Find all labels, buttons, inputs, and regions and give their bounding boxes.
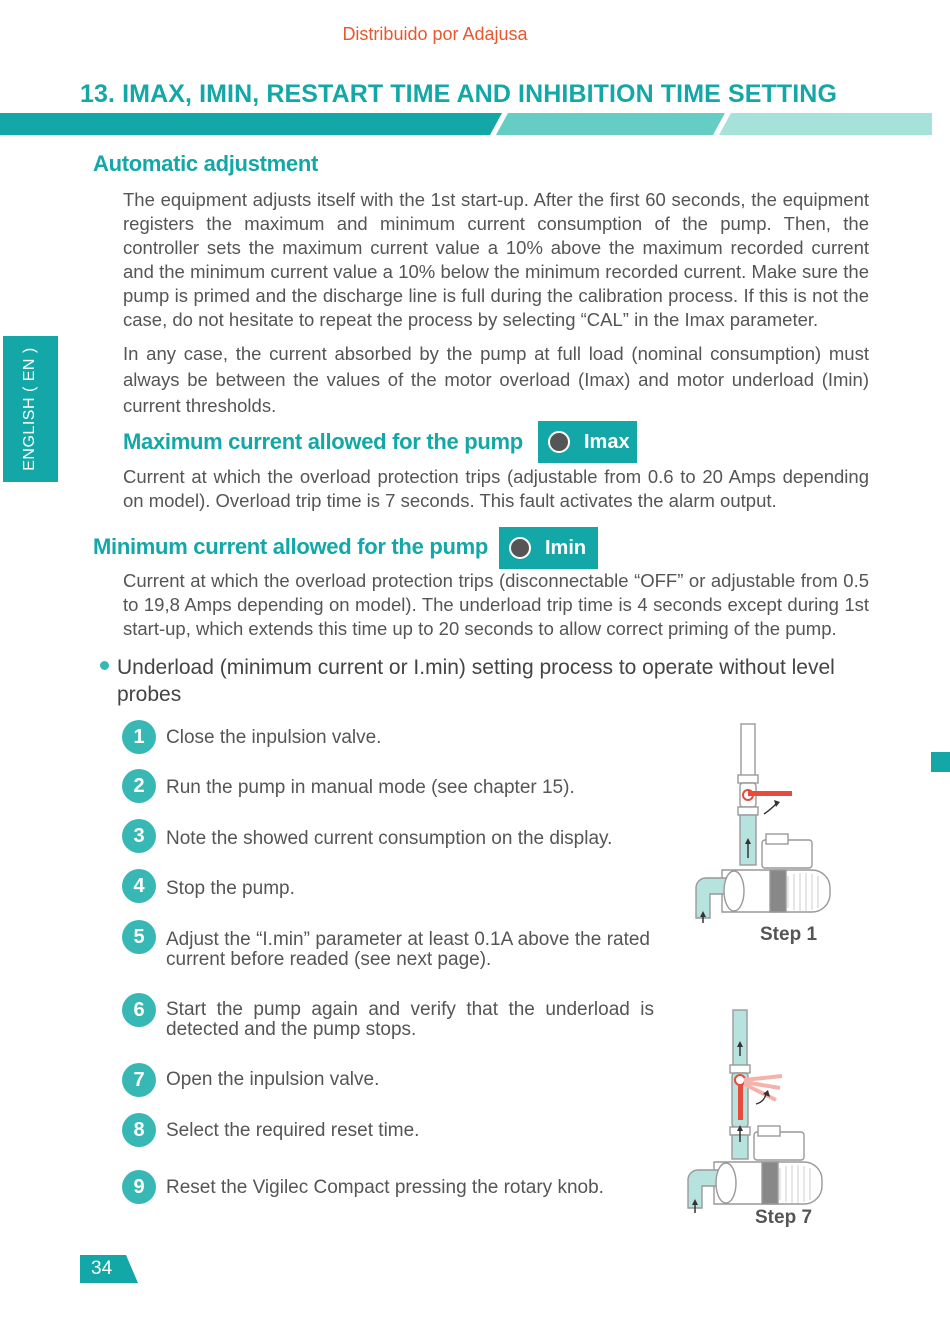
step-text-2: Run the pump in manual mode (see chapter 15). bbox=[166, 777, 575, 798]
outlet-pipe-upper bbox=[733, 1010, 747, 1066]
automatic-paragraph-1: The equipment adjusts itself with the 1st start-up. After the first 60 seconds, the equipment registers the maximum and minimum current consumption of the pump. Then, the controller sets the maximum current value a 10% above the maximum recorded current and the minimum current value a 10% below the minimum recorded current. Make sure the pump is primed and the discharge line is full during the calibration process. If this is not the case, do not hesitate to repeat the process by selecting “CAL” in the Imax parameter. bbox=[123, 189, 869, 330]
step7-caption: Step 7 bbox=[755, 1207, 813, 1228]
valve-handle-closed bbox=[748, 791, 792, 796]
valve-handle-open bbox=[738, 1080, 743, 1120]
step-text-4: Stop the pump. bbox=[166, 878, 295, 899]
step-text-5: Adjust the “I.min” parameter at least 0.1A above the rated current before readed (see next page). bbox=[166, 929, 650, 970]
step-number-6: 6 bbox=[122, 993, 156, 1027]
page-title: 13. IMAX, IMIN, RESTART TIME AND INHIBITION TIME SETTING bbox=[80, 80, 838, 108]
rotate-arrow-icon bbox=[764, 804, 776, 814]
imax-badge bbox=[538, 421, 637, 463]
max-current-heading: Maximum current allowed for the pump bbox=[123, 429, 523, 454]
pump-step7-illustration bbox=[682, 1008, 832, 1213]
step-number-5: 5 bbox=[122, 920, 156, 954]
automatic-paragraph-2: In any case, the current absorbed by the pump at full load (nominal consumption) must always be between the values of the motor overload (Imax) and motor underload (Imin) current thresholds. bbox=[123, 343, 869, 416]
step-text-6: Start the pump again and verify that the underload is detected and the pump stops. bbox=[166, 999, 654, 1040]
imin-badge-label: Imin bbox=[545, 536, 587, 559]
step-text-3: Note the showed current consumption on the display. bbox=[166, 828, 613, 849]
bullet-icon bbox=[100, 661, 109, 670]
step-number-2: 2 bbox=[122, 769, 156, 803]
min-current-heading: Minimum current allowed for the pump bbox=[93, 534, 488, 559]
step-text-8: Select the required reset time. bbox=[166, 1120, 420, 1141]
imax-badge-label: Imax bbox=[584, 430, 630, 453]
min-current-text: Current at which the overload protection trips (disconnectable “OFF” or adjustable from 0.5 to 19,8 Amps depending on model). The underload trip time is 4 seconds except during 1st start-up, which extends this time up to 20 seconds to allow correct priming of the pump. bbox=[123, 570, 869, 639]
band-light bbox=[719, 113, 932, 135]
outlet-pipe-upper bbox=[741, 724, 755, 776]
band-mid bbox=[496, 113, 725, 135]
step-number-9: 9 bbox=[122, 1170, 156, 1204]
knob-icon bbox=[548, 431, 570, 453]
page-number: 34 bbox=[91, 1258, 113, 1279]
distributor-note: Distribuido por Adajusa bbox=[342, 24, 528, 44]
step-number-4: 4 bbox=[122, 869, 156, 903]
valve-knob bbox=[735, 1075, 745, 1085]
step-text-9: Reset the Vigilec Compact pressing the rotary knob. bbox=[166, 1177, 604, 1198]
step-number-3: 3 bbox=[122, 819, 156, 853]
automatic-adjustment-heading: Automatic adjustment bbox=[93, 151, 319, 176]
max-current-text: Current at which the overload protection trips (adjustable from 0.6 to 20 Amps depending on model). Overload trip time is 7 seconds. This fault activates the alarm output. bbox=[123, 466, 869, 511]
language-tab-label: ENGLISH ( EN ) bbox=[21, 347, 38, 471]
handle-motion-trail bbox=[744, 1076, 782, 1100]
imin-badge bbox=[499, 527, 598, 569]
step1-caption: Step 1 bbox=[760, 924, 818, 945]
step-number-8: 8 bbox=[122, 1113, 156, 1147]
step-text-1: Close the inpulsion valve. bbox=[166, 727, 382, 748]
underload-process-title: Underload (minimum current or I.min) setting process to operate without level probes bbox=[117, 656, 835, 706]
knob-icon bbox=[509, 537, 531, 559]
step-text-7: Open the inpulsion valve. bbox=[166, 1069, 380, 1090]
step-number-1: 1 bbox=[122, 720, 156, 754]
step-number-7: 7 bbox=[122, 1063, 156, 1097]
pump-step1-illustration bbox=[690, 718, 840, 923]
section-marker bbox=[931, 752, 950, 772]
language-tab bbox=[3, 336, 58, 482]
title-underline-bands bbox=[0, 113, 932, 135]
band-dark bbox=[0, 113, 502, 135]
page-number-tab bbox=[80, 1255, 138, 1283]
